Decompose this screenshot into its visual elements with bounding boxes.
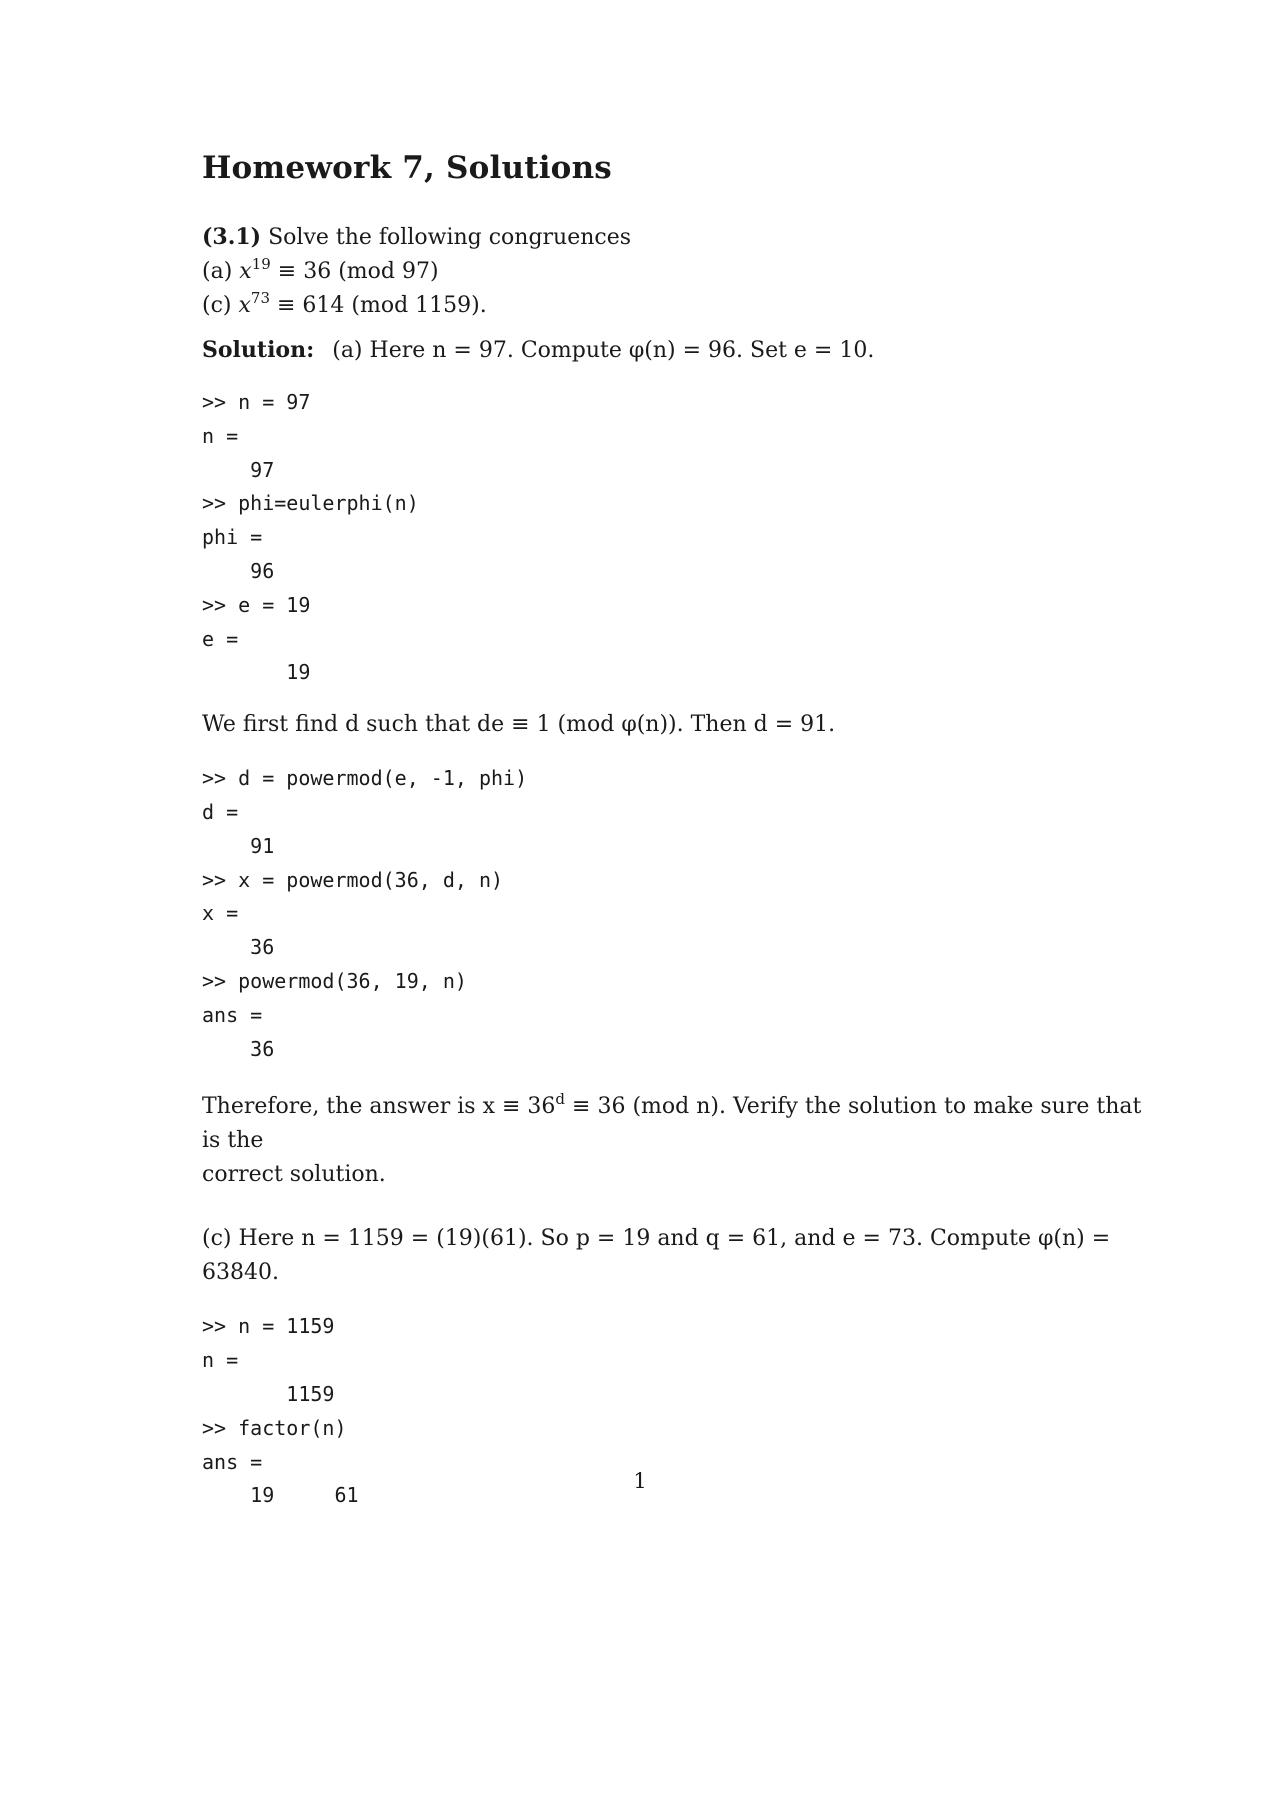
solution-label: Solution: — [202, 337, 315, 363]
code-line: 1159 — [202, 1381, 335, 1406]
code-block-a — [202, 386, 1162, 690]
paragraph-find-d: We first find d such that de ≡ 1 (mod φ(n)). Then d = 91. — [202, 712, 836, 738]
code-line: n = — [202, 423, 239, 448]
code-line: x = — [202, 901, 239, 926]
code-line: 96 — [202, 558, 275, 583]
part-c-base: x — [238, 293, 251, 318]
therefore-line-2: correct solution. — [202, 1162, 386, 1188]
code-line: >> e = 19 — [202, 592, 311, 617]
part-a-base: x — [239, 259, 252, 284]
paragraph-therefore — [202, 1090, 1162, 1192]
part-c-solution-text: (c) Here n = 1159 = (19)(61). So p = 19 and q = 61, and e = 73. Compute φ(n) = 63840. — [202, 1226, 1111, 1286]
code-line: 19 61 — [202, 1483, 359, 1508]
code-line: 91 — [202, 833, 275, 858]
code-line: e = — [202, 626, 239, 651]
code-line: >> n = 1159 — [202, 1314, 335, 1339]
code-line: ans = — [202, 1449, 263, 1474]
code-line: >> d = powermod(e, -1, phi) — [202, 766, 528, 791]
part-c-congruence — [202, 289, 1162, 323]
part-c-rest: ≡ 614 (mod 1159). — [270, 293, 487, 318]
code-line: >> x = powermod(36, d, n) — [202, 867, 504, 892]
therefore-start: Therefore, the answer is x ≡ 36 — [202, 1094, 556, 1120]
therefore-end: ≡ 36 (mod n). Verify the solution to make sure that is the — [202, 1094, 1142, 1154]
part-a-congruence — [202, 255, 1162, 289]
problem-text: Solve the following congruences — [261, 225, 632, 250]
document-page — [202, 150, 1162, 1513]
page-title: Homework 7, Solutions — [202, 150, 612, 186]
solution-intro — [202, 333, 1162, 368]
problem-statement — [202, 220, 1162, 323]
code-line: 36 — [202, 935, 275, 960]
code-line: >> phi=eulerphi(n) — [202, 491, 419, 516]
therefore-line-1 — [202, 1090, 1162, 1158]
code-line: 97 — [202, 457, 275, 482]
code-line: n = — [202, 1348, 239, 1373]
problem-heading — [202, 220, 1162, 255]
part-a-prefix: (a) — [202, 259, 240, 284]
part-c-prefix: (c) — [202, 293, 239, 318]
part-c-exponent: 73 — [250, 289, 270, 307]
code-line: d = — [202, 799, 239, 824]
code-block-b — [202, 762, 1162, 1066]
problem-number: (3.1) — [202, 224, 262, 250]
code-line: >> powermod(36, 19, n) — [202, 968, 467, 993]
code-line: ans = — [202, 1002, 263, 1027]
solution-text-a: (a) Here n = 97. Compute φ(n) = 96. Set e = 10. — [332, 338, 875, 363]
therefore-exponent: d — [555, 1090, 566, 1109]
part-a-rest: ≡ 36 (mod 97) — [270, 259, 439, 284]
code-line: 36 — [202, 1036, 275, 1061]
code-line: phi = — [202, 525, 263, 550]
code-line: >> factor(n) — [202, 1415, 347, 1440]
code-line: 19 — [202, 660, 311, 685]
page-number: 1 — [633, 1469, 647, 1493]
code-line: >> n = 97 — [202, 390, 311, 414]
part-a-exponent: 19 — [251, 255, 271, 273]
